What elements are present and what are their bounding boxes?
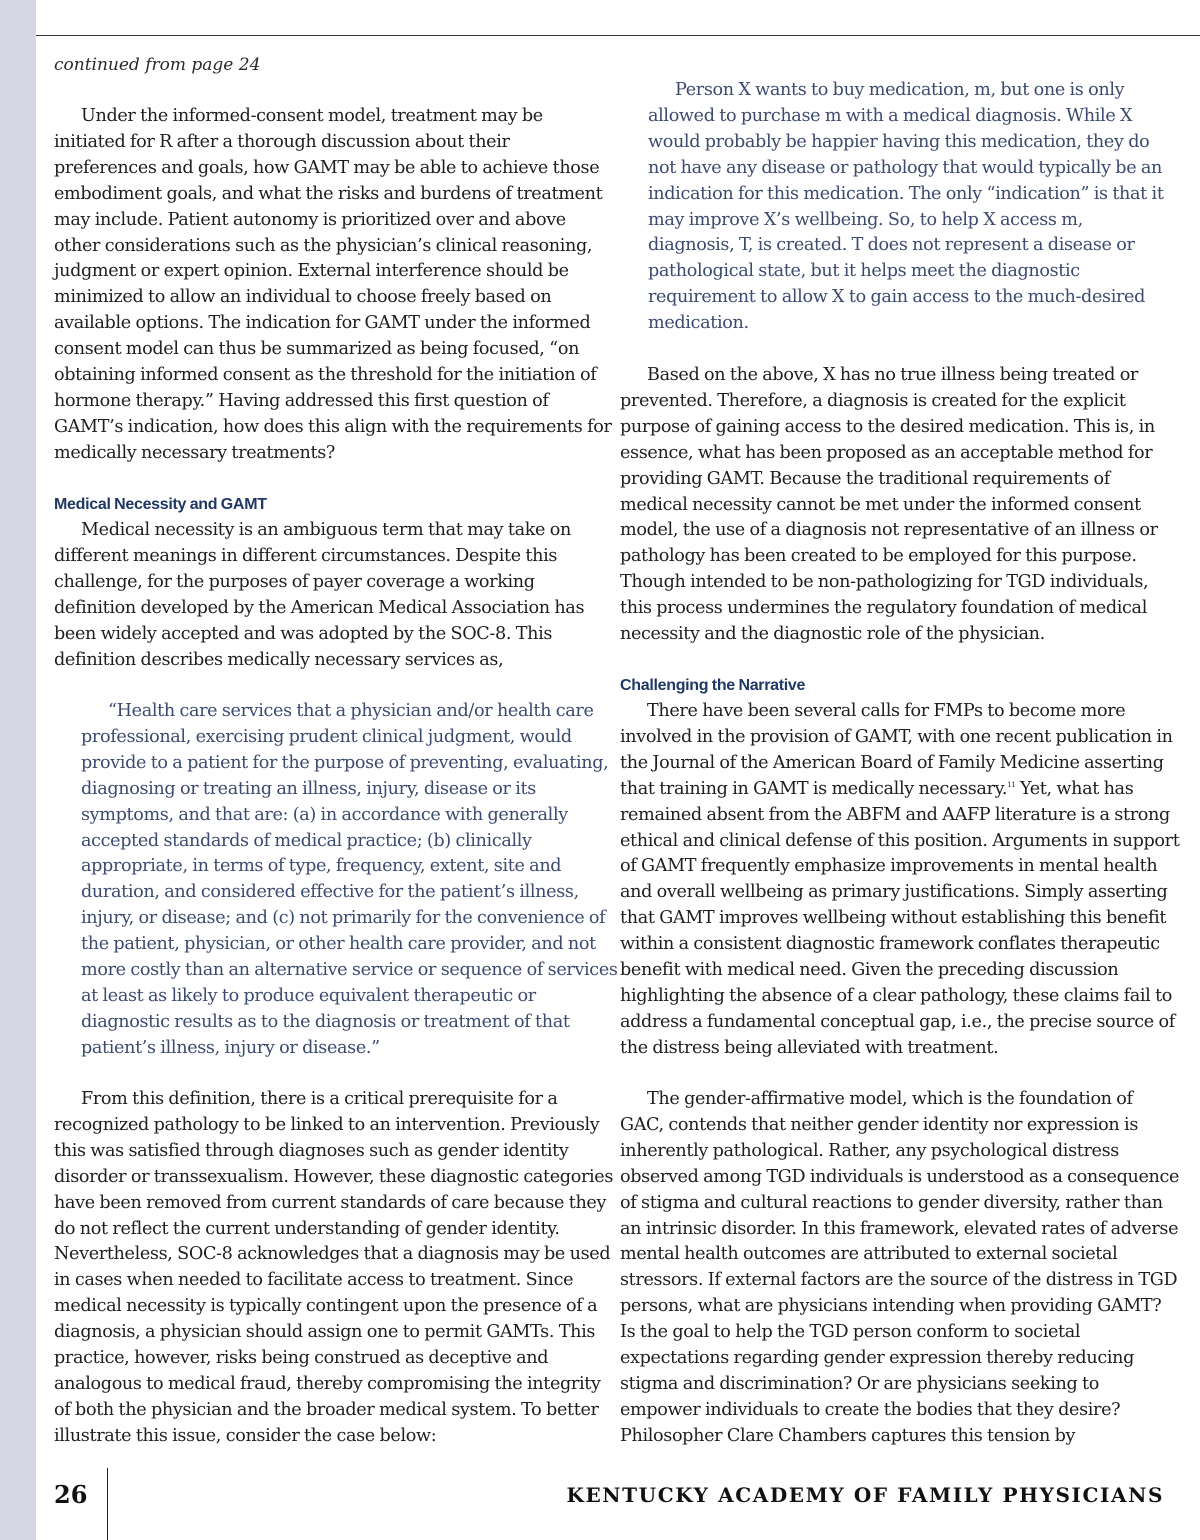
paragraph-text: From this definition, there is a critical prerequisite for a recognized pathology to be linked to an intervention. Previously this was satisfied through diagnoses such as gender identity disorder or transsexualism. However, these diagnostic categories have been removed from current standards of care because they do not reflect the current understanding of gender identity. Nevertheless, SOC-8 acknowledges that a diagnosis may be used in cases when needed to facilitate access to treatment. Since medical necessity is typically contingent upon the presence of a diagnosis, a physician should assign one to permit GAMTs. This practice, however, risks being construed as deceptive and analogous to medical fraud, thereby compromising the integrity of both the physician and the broader medical system. To better illustrate this issue, consider the case below: [54,1089,614,1446]
right-paragraph-1 [620,363,1180,648]
section-heading-medical-necessity: Medical Necessity and GAMT [54,496,267,513]
case-example-quote [648,78,1170,337]
section-heading-challenging: Challenging the Narrative [620,677,806,694]
ama-definition-quote [81,699,624,1062]
citation-superscript: 11 [1007,780,1016,789]
quote-text: Person X wants to buy medication, m, but one is only allowed to purchase m with a medical diagnosis. While X would probably be happier having this medication, they do not have any disease or pathology that would typically be an indication for this medication. The only “indication” is that it may improve X’s wellbeing. So, to help X access m, diagnosis, T, is created. T does not represent a disease or pathological state, but it helps meet the diagnostic requirement to allow X to gain access to the much-desired medication. [648,80,1164,334]
paragraph-text [620,699,1180,1062]
paragraph-text-part: Yet, what has remained absent from the ABFM and AAFP literature is a strong ethical and clinical defense of this position. Arguments in support of GAMT frequently emphasize improvements in mental health and overall wellbeing as primary justifications. Simply asserting that GAMT improves wellbeing without establishing this benefit within a consistent diagnostic framework conflates therapeutic benefit with medical need. Given the preceding discussion highlighting the absence of a clear pathology, these claims fail to address a fundamental conceptual gap, i.e., the precise source of the distress being alleviated with treatment. [620,778,1180,1058]
page-number: 26 [54,1480,88,1509]
paragraph-text: Based on the above, X has no true illness being treated or prevented. Therefore, a diagnosis is created for the explicit purpose of gaining access to the desired medication. This is, in essence, what has been proposed as an acceptable method for providing GAMT. Because the traditional requirements of medical necessity cannot be met under the informed consent model, the use of a diagnosis not representative of an illness or pathology has been created to be employed for this purpose. Though intended to be non-pathologizing for TGD individuals, this process undermines the regulatory foundation of medical necessity and the diagnostic role of the physician. [620,365,1158,645]
quote-text: “Health care services that a physician and/or health care professional, exercising prudent clinical judgment, would provide to a patient for the purpose of preventing, evaluating, diagnosing or treating an illness, injury, disease or its symptoms, and that are: (a) in accordance with generally accepted standards of medical practice; (b) clinically appropriate, in terms of type, frequency, extent, site and duration, and considered effective for the patient’s illness, injury, or disease; and (c) not primarily for the convenience of the patient, physician, or other health care provider, and not more costly than an alternative service or sequence of services at least as likely to produce equivalent therapeutic or diagnostic results as to the diagnosis or treatment of that patient’s illness, injury or disease.” [81,701,618,1058]
left-paragraph-2 [54,518,614,673]
footer-divider [107,1468,108,1540]
paragraph-text: Under the informed-consent model, treatment may be initiated for R after a thorough discussion about their preferences and goals, how GAMT may be able to achieve those embodiment goals, and what the risks and burdens of treatment may include. Patient autonomy is prioritized over and above other considerations such as the physician’s clinical reasoning, judgment or expert opinion. External interference should be minimized to allow an individual to choose freely based on available options. The indication for GAMT under the informed consent model can thus be summarized as being focused, “on obtaining informed consent as the threshold for the initiation of hormone therapy.” Having addressed this first question of GAMT’s indication, how does this align with the requirements for medically necessary treatments? [54,106,612,463]
right-paragraph-2 [620,699,1180,1062]
continued-note: continued from page 24 [54,55,261,75]
top-rule [36,35,1200,36]
right-paragraph-3 [620,1087,1180,1450]
left-paragraph-3 [54,1087,614,1450]
publication-name: KENTUCKY ACADEMY OF FAMILY PHYSICIANS [566,1483,1164,1507]
paragraph-text: The gender-affirmative model, which is the foundation of GAC, contends that neither gender identity nor expression is inherently pathological. Rather, any psychological distress observed among TGD individuals is understood as a consequence of stigma and cultural reactions to gender diversity, rather than an intrinsic disorder. In this framework, elevated rates of adverse mental health outcomes are attributed to external societal stressors. If external factors are the source of the distress in TGD persons, what are physicians intending when providing GAMT? Is the goal to help the TGD person conform to societal expectations regarding gender expression thereby reducing stigma and discrimination? Or are physicians seeking to empower individuals to create the bodies that they desire? Philosopher Clare Chambers captures this tension by [620,1089,1180,1446]
left-paragraph-1 [54,104,614,467]
page-margin-strip [0,0,36,1540]
paragraph-text: Medical necessity is an ambiguous term that may take on different meanings in different circumstances. Despite this challenge, for the purposes of payer coverage a working definition developed by the American Medical Association has been widely accepted and was adopted by the SOC-8. This definition describes medically necessary services as, [54,520,585,670]
paragraph-text-part: There have been several calls for FMPs to become more involved in the provision of GAMT, with one recent publication in the Journal of the American Board of Family Medicine asserting that training in GAMT is medically necessary. [620,701,1173,799]
